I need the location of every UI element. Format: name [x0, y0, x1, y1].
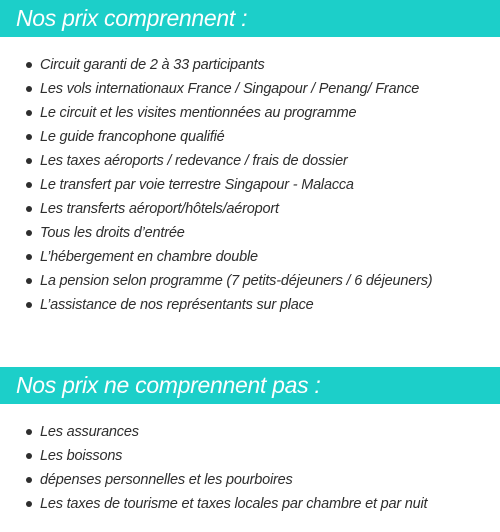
bullet-icon [26, 62, 32, 68]
list-item-text: Les taxes de tourisme et taxes locales par chambre et par nuit [40, 496, 428, 512]
included-items-list [0, 53, 432, 317]
bullet-icon [26, 429, 32, 435]
list-item-text: Circuit garanti de 2 à 33 participants [40, 57, 265, 73]
bullet-icon [26, 182, 32, 188]
bullet-icon [26, 501, 32, 507]
excluded-section-title: Nos prix ne comprennent pas : [16, 372, 321, 398]
bullet-icon [26, 254, 32, 260]
list-item-text: Les boissons [40, 448, 123, 464]
list-item [0, 293, 432, 317]
list-item [0, 420, 427, 444]
list-item [0, 197, 432, 221]
list-item [0, 149, 432, 173]
bullet-icon [26, 230, 32, 236]
list-item [0, 77, 432, 101]
list-item [0, 245, 432, 269]
list-item-text: Le transfert par voie terrestre Singapour - Malacca [40, 177, 354, 193]
list-item-text: Le guide francophone qualifié [40, 129, 225, 145]
included-section-title: Nos prix comprennent : [16, 5, 248, 31]
list-item-text: L’assistance de nos représentants sur place [40, 297, 314, 313]
list-item [0, 101, 432, 125]
list-item-text: Le circuit et les visites mentionnées au programme [40, 105, 357, 121]
bullet-icon [26, 206, 32, 212]
bullet-icon [26, 134, 32, 140]
list-item [0, 173, 432, 197]
list-item [0, 269, 432, 293]
list-item [0, 125, 432, 149]
list-item-text: Tous les droits d’entrée [40, 225, 185, 241]
bullet-icon [26, 158, 32, 164]
list-item-text: Les assurances [40, 424, 139, 440]
list-item [0, 492, 427, 516]
list-item [0, 221, 432, 245]
bullet-icon [26, 477, 32, 483]
list-item [0, 444, 427, 468]
list-item-text: Les transferts aéroport/hôtels/aéroport [40, 201, 279, 217]
excluded-section-header [0, 367, 500, 404]
excluded-items-list [0, 420, 427, 516]
bullet-icon [26, 110, 32, 116]
list-item-text: Les taxes aéroports / redevance / frais de dossier [40, 153, 348, 169]
included-section-header [0, 0, 500, 37]
list-item-text: L’hébergement en chambre double [40, 249, 258, 265]
list-item [0, 53, 432, 77]
bullet-icon [26, 278, 32, 284]
list-item-text: La pension selon programme (7 petits-déjeuners / 6 déjeuners) [40, 273, 433, 289]
list-item [0, 468, 427, 492]
list-item-text: Les vols internationaux France / Singapour / Penang/ France [40, 81, 420, 97]
bullet-icon [26, 302, 32, 308]
bullet-icon [26, 453, 32, 459]
list-item-text: dépenses personnelles et les pourboires [40, 472, 293, 488]
bullet-icon [26, 86, 32, 92]
